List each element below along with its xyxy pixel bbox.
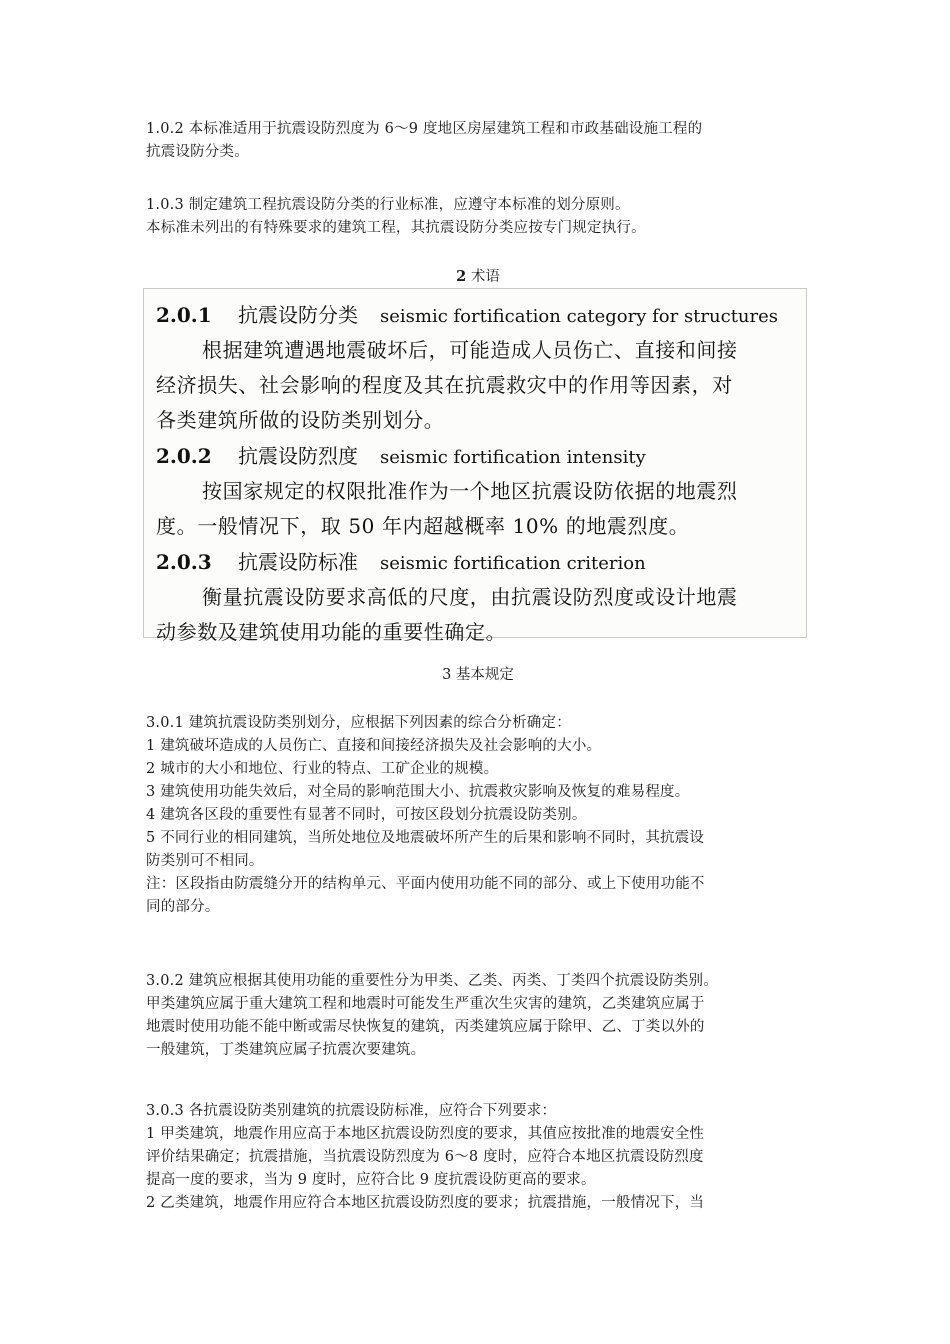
term-header: [156, 297, 794, 333]
section-3-heading: [146, 664, 810, 686]
text-line: 本标准未列出的有特殊要求的建筑工程，其抗震设防分类应按专门规定执行。: [146, 220, 646, 236]
term-chinese-name: 抗震设防烈度: [238, 444, 358, 468]
text-line: 抗震设防分类。: [146, 144, 249, 160]
definition-line: 根据建筑遭遇地震破坏后，可能造成人员伤亡、直接和间接: [202, 338, 738, 362]
text-line: 1.0.3 制定建筑工程抗震设防分类的行业标准，应遵守本标准的划分原则。: [146, 197, 630, 213]
term-number: 2.0.2: [156, 444, 212, 468]
text-line: 4 建筑各区段的重要性有显著不同时，可按区段划分抗震设防类别。: [146, 807, 587, 823]
clause-3-0-1: [146, 712, 810, 919]
term-definition: [156, 580, 794, 650]
clause-1-0-2: [146, 118, 810, 164]
term-english-name: seismic fortification intensity: [380, 447, 646, 468]
section-2-heading: [146, 266, 810, 288]
clause-1-0-3: [146, 194, 810, 240]
term-2-0-3: [156, 544, 794, 650]
term-english-name: seismic fortification criterion: [380, 553, 646, 574]
text-line: 1 建筑破坏造成的人员伤亡、直接和间接经济损失及社会影响的大小。: [146, 738, 602, 754]
term-2-0-1: [156, 297, 794, 438]
text-line: 3.0.2 建筑应根据其使用功能的重要性分为甲类、乙类、丙类、丁类四个抗震设防类别。: [146, 973, 718, 989]
text-line: 同的部分。: [146, 899, 220, 915]
text-line: 1 甲类建筑，地震作用应高于本地区抗震设防烈度的要求，其值应按批准的地震安全性: [146, 1126, 705, 1142]
definition-line: 度。一般情况下，取 50 年内超越概率 10% 的地震烈度。: [156, 514, 690, 538]
terms-definition-box: [143, 288, 807, 644]
text-line: 注：区段指由防震缝分开的结构单元、平面内使用功能不同的部分、或上下使用功能不: [146, 876, 705, 892]
definition-line: 衡量抗震设防要求高低的尺度，由抗震设防烈度或设计地震: [202, 585, 738, 609]
text-line: 2 乙类建筑，地震作用应符合本地区抗震设防烈度的要求；抗震措施，一般情况下，当: [146, 1195, 705, 1211]
clause-3-0-2: [146, 970, 810, 1062]
term-chinese-name: 抗震设防分类: [238, 303, 358, 327]
term-chinese-name: 抗震设防标准: [238, 550, 358, 574]
term-2-0-2: [156, 438, 794, 544]
section-number: 2: [456, 268, 467, 285]
section-title: 术语: [470, 269, 500, 285]
term-number: 2.0.1: [156, 303, 212, 327]
text-line: 防类别可不相同。: [146, 853, 264, 869]
text-line: 评价结果确定；抗震措施，当抗震设防烈度为 6～8 度时，应符合本地区抗震设防烈度: [146, 1149, 704, 1165]
term-english-name: seismic fortification category for structures: [380, 306, 779, 327]
section-title: 3 基本规定: [442, 667, 514, 683]
term-definition: [156, 474, 794, 544]
term-header: [156, 438, 794, 474]
definition-line: 按国家规定的权限批准作为一个地区抗震设防依据的地震烈: [202, 479, 738, 503]
definition-line: 经济损失、社会影响的程度及其在抗震救灾中的作用等因素，对: [156, 373, 733, 397]
text-line: 3 建筑使用功能失效后，对全局的影响范围大小、抗震救灾影响及恢复的难易程度。: [146, 784, 690, 800]
definition-line: 动参数及建筑使用功能的重要性确定。: [156, 620, 507, 644]
term-header: [156, 544, 794, 580]
definition-line: 各类建筑所做的设防类别划分。: [156, 408, 445, 432]
text-line: 提高一度的要求，当为 9 度时，应符合比 9 度抗震设防更高的要求。: [146, 1172, 596, 1188]
text-line: 甲类建筑应属于重大建筑工程和地震时可能发生严重次生灾害的建筑，乙类建筑应属于: [146, 996, 705, 1012]
text-line: 5 不同行业的相同建筑，当所处地位及地震破坏所产生的后果和影响不同时，其抗震设: [146, 830, 705, 846]
text-line: 地震时使用功能不能中断或需尽快恢复的建筑，丙类建筑应属于除甲、乙、丁类以外的: [146, 1019, 705, 1035]
term-number: 2.0.3: [156, 550, 212, 574]
text-line: 1.0.2 本标准适用于抗震设防烈度为 6～9 度地区房屋建筑工程和市政基础设施工程的: [146, 121, 703, 137]
clause-3-0-3: [146, 1100, 810, 1215]
term-definition: [156, 333, 794, 438]
text-line: 3.0.3 各抗震设防类别建筑的抗震设防标准，应符合下列要求：: [146, 1103, 557, 1119]
text-line: 2 城市的大小和地位、行业的特点、工矿企业的规模。: [146, 761, 499, 777]
text-line: 3.0.1 建筑抗震设防类别划分，应根据下列因素的综合分析确定：: [146, 715, 571, 731]
text-line: 一般建筑，丁类建筑应属子抗震次要建筑。: [146, 1042, 426, 1058]
